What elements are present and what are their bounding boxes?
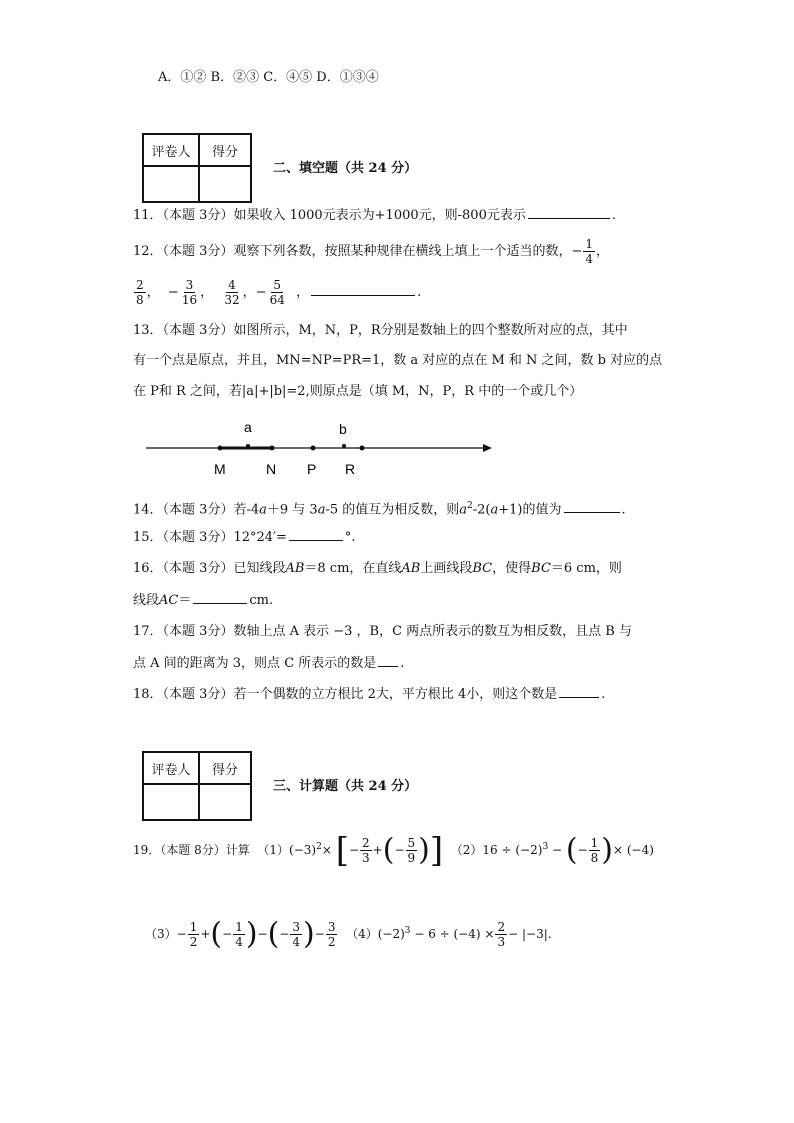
answer-blank[interactable] [289,528,343,541]
score-table-section2 [142,133,252,203]
question-19-row1: 19．（本题 8分）计算 $(1)(-3)^2\times$ [− $\frac{2}{3}$ +(− $\frac{5}{9}$ )] $(2)16 \div (-2)^3$ − (− $\frac{1}{8}$ )× (−4) [133,830,654,871]
point-r [360,446,365,451]
question-12-line2: $\frac{2}{8}$ ， − $\frac{3}{16}$ ， $\frac{4}{32}$ ，− $\frac{5}{64}$ ， . [136,278,422,307]
label-m: M [214,461,226,477]
answer-blank[interactable] [564,500,620,513]
label-b: b [339,421,347,437]
question-13-line3: 在 P和 R 之间，若|a|+|b|=2,则原点是（填 M，N，P，R 中的一个或几个） [133,384,583,399]
point-a [246,444,250,448]
score-cell [199,784,251,820]
question-14: 14．（本题 3分）若-4a＋9 与 3a-5 的值互为相反数，则$a^2-2(a+1)$的值为 . [133,501,626,518]
answer-blank[interactable] [528,206,610,219]
label-a: a [244,419,252,435]
point-p [311,446,316,451]
score-header: 得分 [199,752,251,784]
fraction: $\frac{3}{16}$ [181,278,198,307]
grader-header: 评卷人 [143,134,199,166]
fraction: $\frac{3}{2}$ [327,920,336,949]
question-16-line1: 16．（本题 3分）已知线段AB＝8 cm，在直线AB上画线段BC，使得BC＝6 cm，则 [133,561,622,576]
point-m [218,446,223,451]
question-12-line1: 12．（本题 3分）观察下列各数，按照某种规律在横线上填上一个适当的数，− $\frac{1}{4}$ ， [133,237,610,266]
question-13-line1: 13．（本题 3分）如图所示，M，N，P，R分别是数轴上的四个整数所对应的点，其中 [133,323,628,338]
grader-header: 评卷人 [143,752,199,784]
answer-blank[interactable] [193,591,247,604]
point-n [270,446,275,451]
fraction: $\frac{5}{64}$ [269,278,285,307]
answer-blank[interactable] [559,685,599,698]
answer-blank[interactable] [311,283,415,296]
question-11: 11．（本题 3分）如果收入 1000元表示为+1000元，则-800元表示 . [133,208,616,223]
question-17-line2: 点 A 间的距离为 3，则点 C 所表示的数是 . [133,656,405,671]
fraction: $\frac{1}{8}$ [590,836,599,865]
fraction: $\frac{1}{4}$ [585,237,593,266]
score-header: 得分 [199,134,251,166]
score-cell [199,166,251,202]
question-16-line2: 线段AC＝ cm. [133,593,274,608]
label-p: P [307,461,317,477]
question-18: 18．（本题 3分）若一个偶数的立方根比 2大，平方根比 4小，则这个数是 . [133,687,606,702]
fraction: $\frac{5}{9}$ [407,836,416,865]
section2-title: 二、填空题（共 24 分） [273,161,418,176]
fraction: $\frac{2}{3}$ [362,836,370,865]
number-line-figure [140,415,500,480]
fraction: $\frac{1}{4}$ [235,920,243,949]
question-19-row2: （3）− $\frac{1}{2}$ +(− $\frac{1}{4}$ )−(− $\frac{3}{4}$ )− $\frac{3}{2}$ $(4)(-2)^3 - 6 \div (-4)$ × $\frac{2}{3}$ − |−3|. [145,916,552,952]
question-13-line2: 有一个点是原点，并且，MN=NP=PR=1，数 a 对应的点在 M 和 N 之间，数 b 对应的点 [133,353,663,368]
grader-cell [143,784,199,820]
answer-blank[interactable] [378,654,398,667]
score-table-section3 [142,751,252,821]
grader-cell [143,166,199,202]
fraction: $\frac{2}{3}$ [497,920,506,949]
question-17-line1: 17．（本题 3分）数轴上点 A 表示 −3 ，B，C 两点所表示的数互为相反数，且点 B 与 [133,624,632,639]
arrow-head-icon [483,444,492,452]
fraction: $\frac{4}{32}$ [224,278,240,307]
label-n: N [266,461,277,477]
fraction: $\frac{1}{2}$ [189,920,198,949]
top-answer-options: A．①② B．②③ C．④⑤ D．①③④ [158,70,379,85]
section3-title: 三、计算题（共 24 分） [273,779,418,794]
label-r: R [345,461,356,477]
fraction: $\frac{2}{8}$ [136,278,144,307]
point-b [342,444,346,448]
fraction: $\frac{3}{4}$ [292,920,301,949]
question-15: 15．（本题 3分）12°24′= °. [133,530,356,545]
